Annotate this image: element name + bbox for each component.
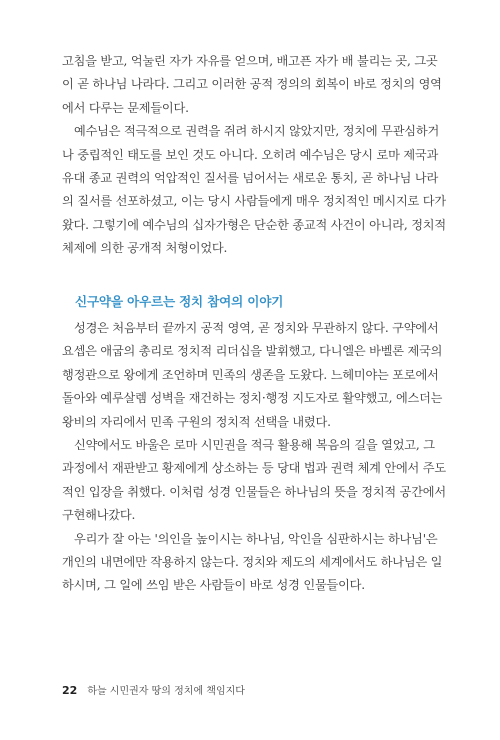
text-line: 유대 종교 권력의 억압적인 질서를 넘어서는 새로운 통치, 곧 하나님 나라 — [62, 171, 439, 186]
text-block-bottom — [62, 317, 446, 598]
text-line: 요셉은 애굽의 총리로 정치적 리더십을 발휘했고, 다니엘은 바벨론 제국의 — [62, 344, 443, 359]
text-line: 성경은 처음부터 끝까지 공적 영역, 곧 정치와 무관하지 않다. 구약에서 — [74, 321, 439, 335]
text-line: 의 질서를 선포하셨고, 이는 당시 사람들에게 매우 정치적인 메시지로 다가 — [62, 194, 446, 209]
page-footer — [62, 682, 245, 697]
text-line: 체제에 의한 공개적 처형이었다. — [62, 241, 228, 256]
text-line: 개인의 내면에만 작용하지 않는다. 정치와 제도의 세계에서도 하나님은 일 — [62, 555, 443, 570]
text-line: 고침을 받고, 억눌린 자가 자유를 얻으며, 배고픈 자가 배 불리는 곳, 그곳 — [62, 54, 438, 68]
text-line: 행정관으로 왕에게 조언하며 민족의 생존을 도왔다. 느헤미야는 포로에서 — [62, 367, 439, 382]
text-line: 이 곧 하나님 나라다. 그리고 이러한 공적 정의의 회복이 바로 정치의 영역 — [62, 77, 442, 92]
text-line: 왕비의 자리에서 민족 구원의 정치적 선택을 내렸다. — [62, 414, 331, 429]
text-line: 적인 입장을 취했다. 이처럼 성경 인물들은 하나님의 뜻을 정치적 공간에서 — [62, 484, 446, 499]
text-block-top — [62, 50, 446, 261]
text-line: 과정에서 재판받고 황제에게 상소하는 등 당대 법과 권력 체계 안에서 주도 — [62, 461, 446, 476]
text-line: 우리가 잘 아는 '의인을 높이시는 하나님, 악인을 심판하시는 하나님'은 — [74, 531, 438, 546]
text-line: 신약에서도 바울은 로마 시민권을 적극 활용해 복음의 길을 열었고, 그 — [74, 438, 435, 453]
text-line: 구현해나갔다. — [62, 508, 136, 523]
running-title: 하늘 시민권자 땅의 정치에 책임지다 — [87, 686, 245, 697]
section-heading: 신구약을 아우르는 정치 참여의 이야기 — [75, 294, 284, 309]
text-line: 예수님은 적극적으로 권력을 쥐려 하시지 않았지만, 정치에 무관심하거 — [74, 124, 440, 139]
text-line: 하시며, 그 일에 쓰임 받은 사람들이 바로 성경 인물들이다. — [62, 578, 365, 593]
text-line: 돌아와 예루살렘 성벽을 재건하는 정치·행정 지도자로 활약했고, 에스더는 — [62, 391, 443, 406]
page-number: 22 — [62, 684, 78, 697]
text-line: 왔다. 그렇기에 예수님의 십자가형은 단순한 종교적 사건이 아니라, 정치적 — [62, 217, 446, 232]
text-line: 에서 다루는 문제들이다. — [62, 100, 189, 115]
text-line: 나 중립적인 태도를 보인 것도 아니다. 오히려 예수님은 당시 로마 제국과 — [62, 147, 439, 162]
